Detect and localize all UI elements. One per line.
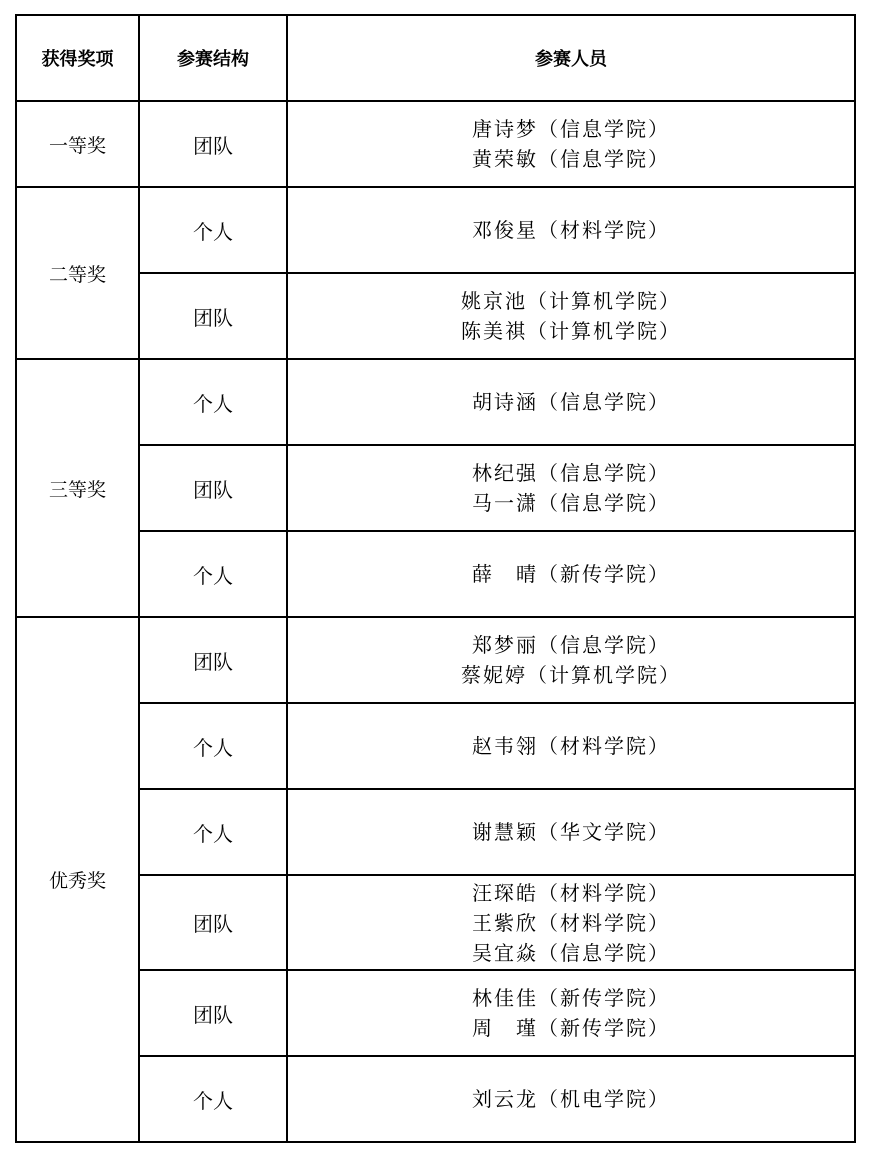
member: 黄荣敏（信息学院） xyxy=(472,147,670,171)
structure-cell: 个人 xyxy=(139,187,287,273)
table-row xyxy=(16,101,855,187)
member: 刘云龙（机电学院） xyxy=(472,1087,670,1111)
award-second: 二等奖 xyxy=(16,187,139,359)
table-row xyxy=(16,617,855,703)
header-members: 参赛人员 xyxy=(287,15,855,101)
table-row xyxy=(16,445,855,531)
members-cell xyxy=(287,1056,855,1142)
structure-cell: 个人 xyxy=(139,1056,287,1142)
member: 邓俊星（材料学院） xyxy=(472,218,670,242)
member: 谢慧颖（华文学院） xyxy=(472,820,670,844)
structure-cell: 团队 xyxy=(139,101,287,187)
structure-cell: 团队 xyxy=(139,970,287,1056)
table-row xyxy=(16,187,855,273)
award-first: 一等奖 xyxy=(16,101,139,187)
award-third: 三等奖 xyxy=(16,359,139,617)
header-award: 获得奖项 xyxy=(16,15,139,101)
member: 蔡妮婷（计算机学院） xyxy=(461,663,681,687)
member: 马一潇（信息学院） xyxy=(472,491,670,515)
members-cell xyxy=(287,273,855,359)
structure-cell: 团队 xyxy=(139,617,287,703)
table-row xyxy=(16,703,855,789)
members-cell xyxy=(287,187,855,273)
structure-cell: 个人 xyxy=(139,359,287,445)
member: 王紫欣（材料学院） xyxy=(472,910,670,935)
table-row xyxy=(16,875,855,970)
member: 赵韦翎（材料学院） xyxy=(472,734,670,758)
member: 林佳佳（新传学院） xyxy=(472,986,670,1010)
member: 薛 晴（新传学院） xyxy=(472,562,670,586)
member: 吴宜焱（信息学院） xyxy=(472,940,670,965)
members-cell xyxy=(287,970,855,1056)
members-cell xyxy=(287,445,855,531)
member: 胡诗涵（信息学院） xyxy=(472,390,670,414)
member: 姚京池（计算机学院） xyxy=(461,289,681,313)
members-cell xyxy=(287,531,855,617)
member: 陈美祺（计算机学院） xyxy=(461,319,681,343)
structure-cell: 个人 xyxy=(139,531,287,617)
table-row xyxy=(16,273,855,359)
member: 汪琛皓（材料学院） xyxy=(472,880,670,905)
table-row xyxy=(16,789,855,875)
members-cell xyxy=(287,875,855,970)
structure-cell: 个人 xyxy=(139,789,287,875)
member: 唐诗梦（信息学院） xyxy=(472,117,670,141)
table-row xyxy=(16,970,855,1056)
structure-cell: 团队 xyxy=(139,875,287,970)
member: 周 瑾（新传学院） xyxy=(472,1016,670,1040)
table-row xyxy=(16,1056,855,1142)
members-cell xyxy=(287,359,855,445)
structure-cell: 团队 xyxy=(139,445,287,531)
structure-cell: 团队 xyxy=(139,273,287,359)
table-row xyxy=(16,359,855,445)
header-structure: 参赛结构 xyxy=(139,15,287,101)
members-cell xyxy=(287,789,855,875)
member: 郑梦丽（信息学院） xyxy=(472,633,670,657)
members-cell xyxy=(287,703,855,789)
member: 林纪强（信息学院） xyxy=(472,461,670,485)
award-excellence: 优秀奖 xyxy=(16,617,139,1142)
awards-table xyxy=(15,14,856,1143)
table-row xyxy=(16,531,855,617)
structure-cell: 个人 xyxy=(139,703,287,789)
members-cell xyxy=(287,617,855,703)
members-cell xyxy=(287,101,855,187)
header-row xyxy=(16,15,855,101)
